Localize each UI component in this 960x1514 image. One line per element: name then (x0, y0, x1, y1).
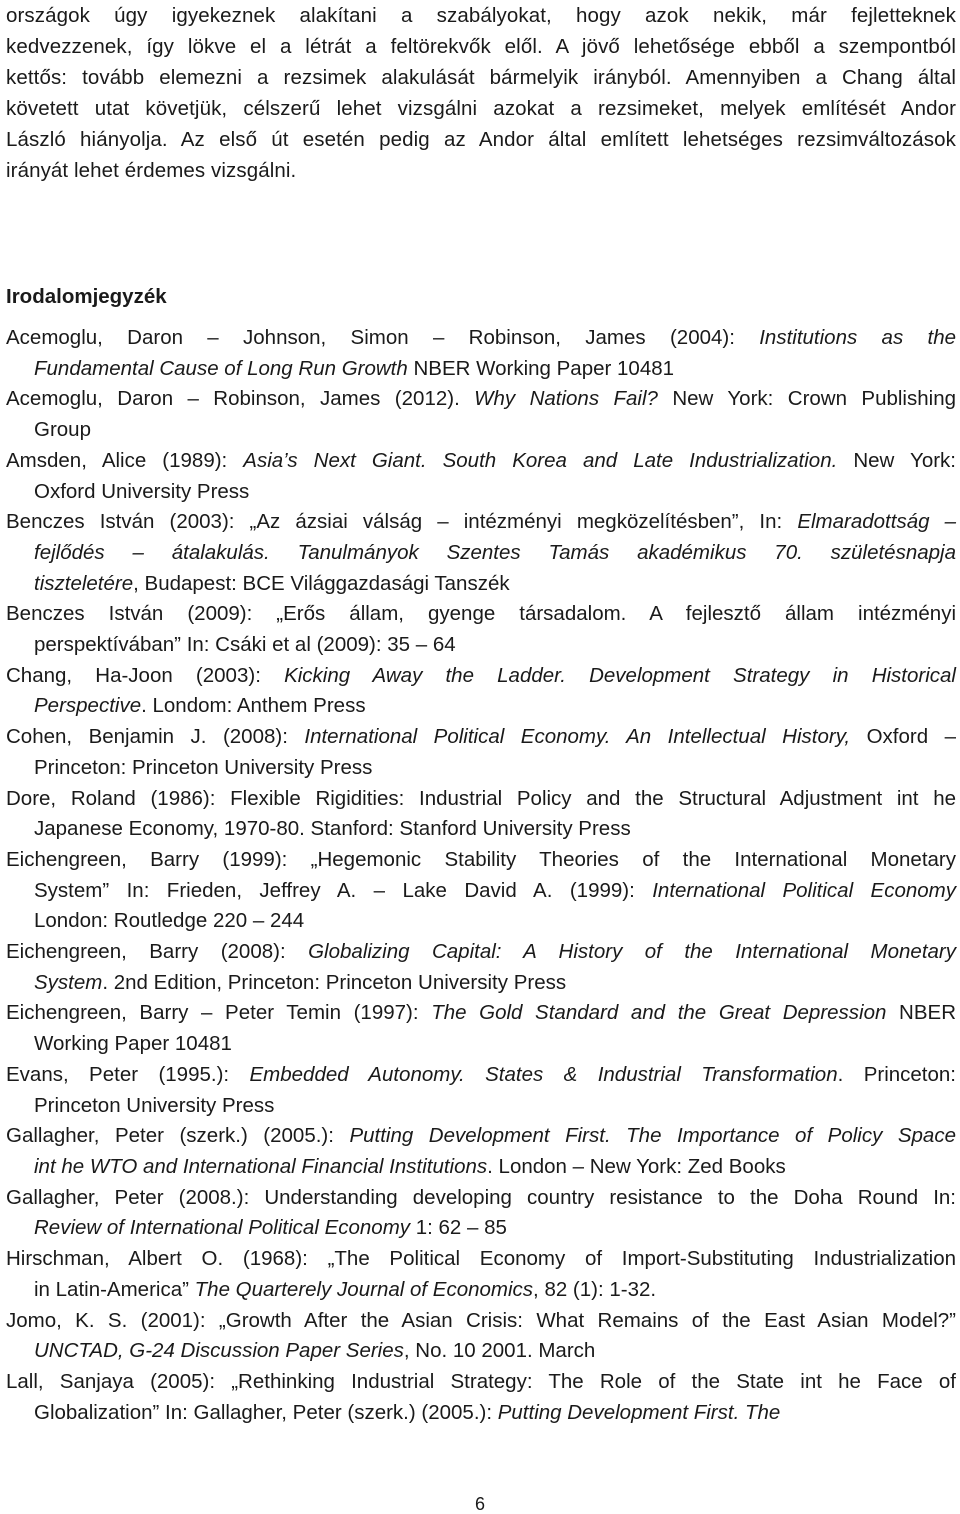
italic-text: Institutions as the (759, 326, 956, 349)
bibliography-line (6, 446, 956, 477)
text-run: Cohen, Benjamin J. (2008): (6, 725, 305, 749)
document-page (6, 0, 956, 186)
bibliography-entry (6, 323, 956, 384)
bibliography-entry (6, 1060, 956, 1121)
text-run: Benczes István (2009): „Erős állam, gyenge társadalom. A fejlesztő állam intézményi (6, 602, 956, 626)
bibliography-entry (6, 845, 956, 937)
text-run: Evans, Peter (1995.): (6, 1062, 250, 1086)
italic-text: Embedded Autonomy. States & Industrial Transformation (249, 1062, 838, 1086)
text-run: , Budapest: BCE Világgazdasági Tanszék (133, 571, 510, 595)
bibliography-line (6, 661, 956, 692)
bibliography-entry (6, 998, 956, 1059)
italic-text: International Political Economy (652, 878, 956, 902)
italic-text: Why Nations Fail? (474, 387, 658, 411)
text-run: Gallagher, Peter (szerk.) (2005.): (6, 1124, 350, 1148)
bibliography-line (6, 599, 956, 630)
italic-text: UNCTAD, G-24 Discussion Paper Series (34, 1339, 404, 1363)
bibliography-list (6, 323, 956, 1428)
bibliography-line (34, 814, 956, 845)
text-run: Chang, Ha-Joon (2003): (6, 663, 285, 687)
text-run: Jomo, K. S. (2001): „Growth After the Asian Crisis: What Remains of the East Asian Model?” (6, 1308, 956, 1332)
text-run: Eichengreen, Barry – Peter Temin (1997): (6, 1001, 432, 1025)
bibliography-line (6, 845, 956, 876)
text-run: Benczes István (2003): „Az ázsiai válság – intézményi megközelítésben”, In: (6, 510, 798, 534)
italic-text: tiszteletére (34, 571, 134, 595)
bibliography-line (34, 354, 956, 385)
bibliography-entry (6, 1244, 956, 1305)
bibliography-entry (6, 1367, 956, 1428)
bibliography-entry (6, 446, 956, 507)
bibliography-entry (6, 661, 956, 722)
bibliography-line (6, 998, 956, 1029)
italic-text: Putting Development First. The (497, 1400, 781, 1424)
italic-text: Putting Development First. The Importance of Policy Space (349, 1124, 956, 1148)
text-run: Eichengreen, Barry (2008): (6, 940, 309, 964)
text-run: New York: (837, 448, 956, 472)
text-run: Oxford – (850, 725, 956, 749)
bibliography-line (34, 477, 956, 508)
text-run: Princeton: Princeton University Press (34, 755, 373, 779)
text-run: Princeton University Press (34, 1093, 275, 1117)
intro-line: követett utat követjük, célszerű lehet vizsgálni azokat a rezsimeket, melyek említését Andor (6, 97, 956, 120)
bibliography-line (34, 538, 956, 569)
bibliography-line (34, 1336, 956, 1367)
intro-line: irányát lehet érdemes vizsgálni. (6, 159, 297, 182)
bibliography-line (34, 691, 956, 722)
bibliography-entry (6, 1183, 956, 1244)
text-run: NBER Working Paper 10481 (407, 356, 675, 380)
text-run: 1: 62 – 85 (410, 1216, 507, 1240)
italic-text: fejlődés – átalakulás. Tanulmányok Szentes Tamás akadémikus 70. születésnapja (34, 540, 956, 564)
italic-text: Fundamental Cause of Long Run Growth (34, 356, 408, 380)
text-run: Globalization” In: Gallagher, Peter (szerk.) (2005.): (34, 1400, 498, 1424)
italic-text: Elmaradottság – (797, 510, 956, 534)
bibliography-line (34, 630, 956, 661)
text-run: Dore, Roland (1986): Flexible Rigidities: Industrial Policy and the Structural Adjustment int he (6, 786, 956, 810)
bibliography-line (6, 1244, 956, 1275)
italic-text: Kicking Away the Ladder. Development Strategy in Historical (284, 663, 956, 687)
bibliography-line (34, 1091, 956, 1122)
text-run: System” In: Frieden, Jeffrey A. – Lake David A. (1999): (34, 878, 653, 902)
intro-line: kedvezzenek, így lökve el a létrát a feltörekvők elől. A jövő lehetősége ebből a szempontból (6, 35, 956, 58)
bibliography-line (6, 784, 956, 815)
bibliography-entry (6, 722, 956, 783)
text-run: London: Routledge 220 – 244 (34, 909, 305, 933)
text-run: Gallagher, Peter (2008.): Understanding developing country resistance to the Doha Round In: (6, 1185, 956, 1209)
bibliography-entry (6, 1306, 956, 1367)
bibliography-line (6, 507, 956, 538)
text-run: Oxford University Press (34, 479, 250, 503)
bibliography-line (6, 384, 956, 415)
italic-text: The Quarterely Journal of Economics (194, 1277, 534, 1301)
bibliography-entry (6, 507, 956, 599)
text-run: . London – New York: Zed Books (487, 1154, 786, 1178)
italic-text: International Political Economy. An Intellectual History, (304, 725, 851, 749)
bibliography-entry (6, 937, 956, 998)
bibliography-line (6, 937, 957, 968)
text-run: Group (34, 418, 91, 442)
text-run: NBER (886, 1001, 956, 1025)
bibliography-line (6, 1183, 956, 1214)
intro-paragraph (6, 0, 956, 186)
bibliography-line (34, 1398, 956, 1429)
bibliography-heading: Irodalomjegyzék (6, 285, 167, 308)
bibliography-line (34, 1213, 956, 1244)
text-run: Hirschman, Albert O. (1968): „The Political Economy of Import-Substituting Industrialization (6, 1247, 956, 1271)
bibliography-line (34, 1152, 956, 1183)
bibliography-line (34, 876, 956, 907)
intro-line: országok úgy igyekeznek alakítani a szabályokat, hogy azok nekik, már fejletteknek (6, 4, 956, 27)
italic-text: int he WTO and International Financial Institutions (34, 1154, 488, 1178)
bibliography-line (34, 1275, 956, 1306)
bibliography-line (6, 722, 956, 753)
italic-text: Review of International Political Economy (34, 1216, 411, 1240)
bibliography-line (6, 1367, 956, 1398)
bibliography-line (34, 906, 956, 937)
bibliography-line (6, 323, 956, 354)
text-run: . Princeton: (837, 1062, 956, 1086)
text-run: , 82 (1): 1-32. (533, 1277, 657, 1301)
bibliography-line (34, 415, 956, 446)
bibliography-entry (6, 599, 956, 660)
text-run: Acemoglu, Daron – Robinson, James (2012). (6, 387, 475, 411)
text-run: , No. 10 2001. March (403, 1339, 596, 1363)
italic-text: Globalizing Capital: A History of the International Monetary (308, 940, 957, 964)
intro-line: kettős: tovább elemezni a rezsimek alakulását bármelyik irányból. Amennyiben a Chang által (6, 66, 956, 89)
bibliography-entry (6, 384, 956, 445)
italic-text: Perspective (34, 694, 142, 718)
italic-text: System (34, 970, 103, 994)
italic-text: The Gold Standard and the Great Depression (431, 1001, 887, 1025)
bibliography-line (6, 1060, 956, 1091)
text-run: Working Paper 10481 (34, 1032, 232, 1056)
text-run: Eichengreen, Barry (1999): „Hegemonic Stability Theories of the International Monetary (6, 847, 956, 871)
text-run: in Latin-America” (34, 1277, 195, 1301)
page-number: 6 (474, 1494, 485, 1514)
bibliography-line (34, 753, 956, 784)
text-run: Amsden, Alice (1989): (6, 448, 244, 472)
text-run: . Londom: Anthem Press (141, 694, 366, 718)
intro-line: László hiányolja. Az első út esetén pedig az Andor által említett lehetséges rezsimváltozások (6, 128, 956, 151)
text-run: New York: Crown Publishing (657, 387, 956, 411)
bibliography-entry (6, 1121, 956, 1182)
text-run: . 2nd Edition, Princeton: Princeton University Press (102, 970, 567, 994)
bibliography-line (34, 569, 956, 600)
bibliography-line (34, 968, 956, 999)
bibliography-line (34, 1029, 956, 1060)
text-run: Japanese Economy, 1970-80. Stanford: Stanford University Press (34, 817, 631, 841)
text-run: Lall, Sanjaya (2005): „Rethinking Industrial Strategy: The Role of the State int he Face of (6, 1369, 956, 1393)
text-run: Acemoglu, Daron – Johnson, Simon – Robinson, James (2004): (6, 326, 760, 349)
italic-text: Asia’s Next Giant. South Korea and Late Industrialization. (243, 448, 838, 472)
text-run: perspektívában” In: Csáki et al (2009): 35 – 64 (34, 633, 456, 657)
bibliography-line (6, 1306, 956, 1337)
bibliography-line (6, 1121, 956, 1152)
bibliography-entry (6, 784, 956, 845)
